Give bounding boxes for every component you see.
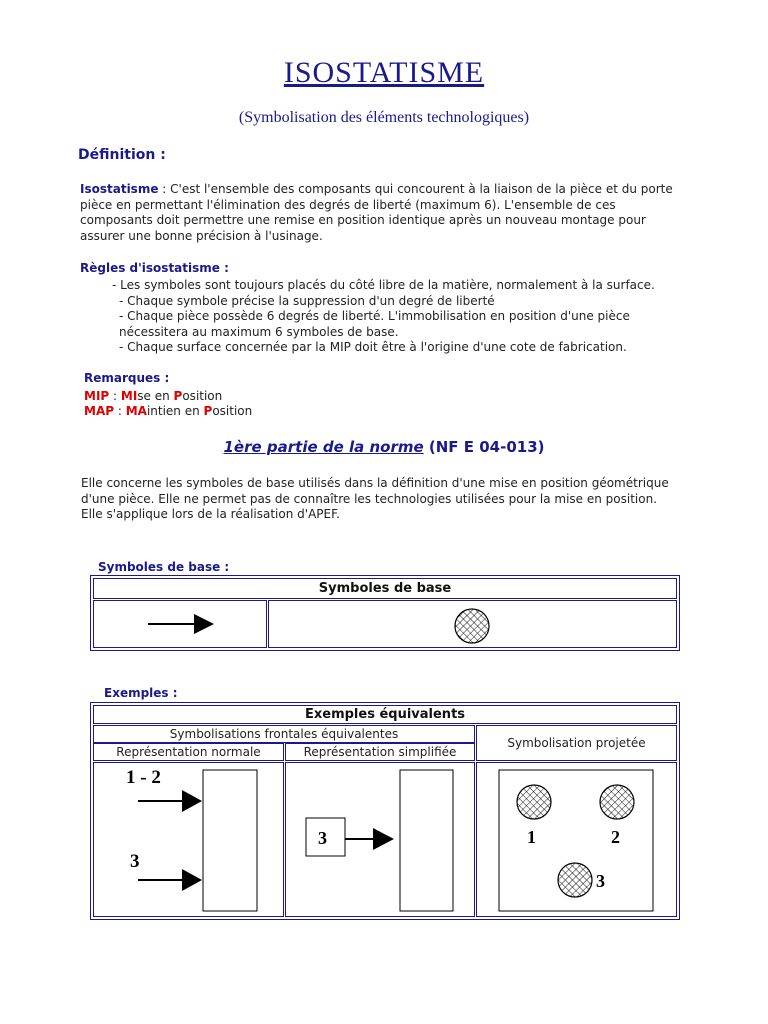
projected-label-1: 1 — [527, 827, 536, 847]
symbol-hatched-cell — [268, 600, 677, 648]
arrow-icon — [182, 790, 202, 812]
rule-item: - Chaque surface concernée par la MIP doit être à l'origine d'une cote de fabrication. — [119, 340, 627, 354]
symbols-label: Symboles de base : — [98, 560, 230, 574]
rule-item: - Les symboles sont toujours placés du côté libre de la matière, normalement à la surface. — [112, 278, 655, 292]
normal-header: Représentation normale — [93, 743, 284, 761]
part1-title: 1ère partie de la norme — [223, 438, 424, 456]
hatched-circle-icon — [600, 785, 634, 819]
projected-header: Symbolisation projetée — [476, 725, 677, 761]
hatched-circle-icon — [517, 785, 551, 819]
remarks-heading: Remarques : — [84, 371, 170, 385]
rule-item: - Chaque pièce possède 6 degrés de liberté. L'immobilisation en position d'une pièce nécessitera au maximum 6 symboles de base. — [119, 309, 630, 339]
symbols-table — [90, 575, 680, 651]
page-subtitle: (Symbolisation des éléments technologiques) — [238, 109, 530, 126]
arrow-symbol-icon — [94, 601, 266, 647]
rules-heading: Règles d'isostatisme : — [80, 261, 229, 275]
definition-term: Isostatisme — [80, 182, 159, 196]
projected-label-2: 2 — [611, 827, 620, 847]
remark-map: MAP : MAintien en Position — [84, 404, 253, 418]
definition-heading: Définition : — [78, 147, 166, 163]
normal-diagram-cell — [93, 762, 284, 917]
simplified-header: Représentation simplifiée — [285, 743, 475, 761]
symbol-arrow-cell — [93, 600, 267, 648]
simplified-label-3: 3 — [318, 828, 327, 848]
rule-item: - Chaque symbole précise la suppression d'un degré de liberté — [119, 293, 495, 308]
definition-text: C'est l'ensemble des composants qui concourent à la liaison de la pièce et du porte pièce en permettant l'élimination des degrés de liberté (maximum 6). L'ensemble de ces composants doit permettre une remise en position identique après un nouveau montage pour assurer une bonne précision à l'usinage. — [80, 182, 673, 243]
examples-table-header: Exemples équivalents — [93, 705, 677, 724]
part1-heading — [0, 438, 768, 456]
projected-diagram-cell — [476, 762, 677, 917]
frontal-header: Symbolisations frontales équivalentes — [93, 725, 475, 743]
rules-list — [112, 278, 694, 356]
examples-table — [90, 702, 680, 920]
simplified-diagram — [286, 763, 474, 916]
examples-label: Exemples : — [104, 686, 178, 700]
projected-label-3: 3 — [596, 871, 605, 891]
symbols-table-header: Symboles de base — [93, 578, 677, 599]
normal-label-3: 3 — [130, 851, 140, 872]
remark-mip: MIP : MIse en Position — [84, 389, 223, 403]
arrow-icon — [182, 869, 202, 891]
normal-label-12: 1 - 2 — [126, 767, 161, 788]
hatched-circle-icon — [558, 863, 592, 897]
projected-diagram — [477, 763, 676, 916]
simplified-diagram-cell — [285, 762, 475, 917]
part1-paragraph: Elle concerne les symboles de base utilisés dans la définition d'une mise en position géométrique d'une pièce. Elle ne permet pas de connaître les technologies utilisées pour la mise en position. Elle s'applique lors de la réalisation d'APEF. — [81, 476, 669, 521]
page-title: ISOSTATISME — [283, 56, 485, 89]
normal-diagram — [94, 763, 283, 916]
arrow-icon — [373, 828, 394, 850]
part1-ref: (NF E 04-013) — [423, 438, 545, 456]
hatched-circle-icon — [269, 601, 676, 647]
definition-paragraph: Isostatisme : C'est l'ensemble des composants qui concourent à la liaison de la pièce et du porte pièce en permettant l'élimination des degrés de liberté (maximum 6). L'ensemble de ces composants doit permettre une remise en position identique après un nouveau montage pour assurer une bonne précision à l'usinage. — [80, 182, 673, 243]
